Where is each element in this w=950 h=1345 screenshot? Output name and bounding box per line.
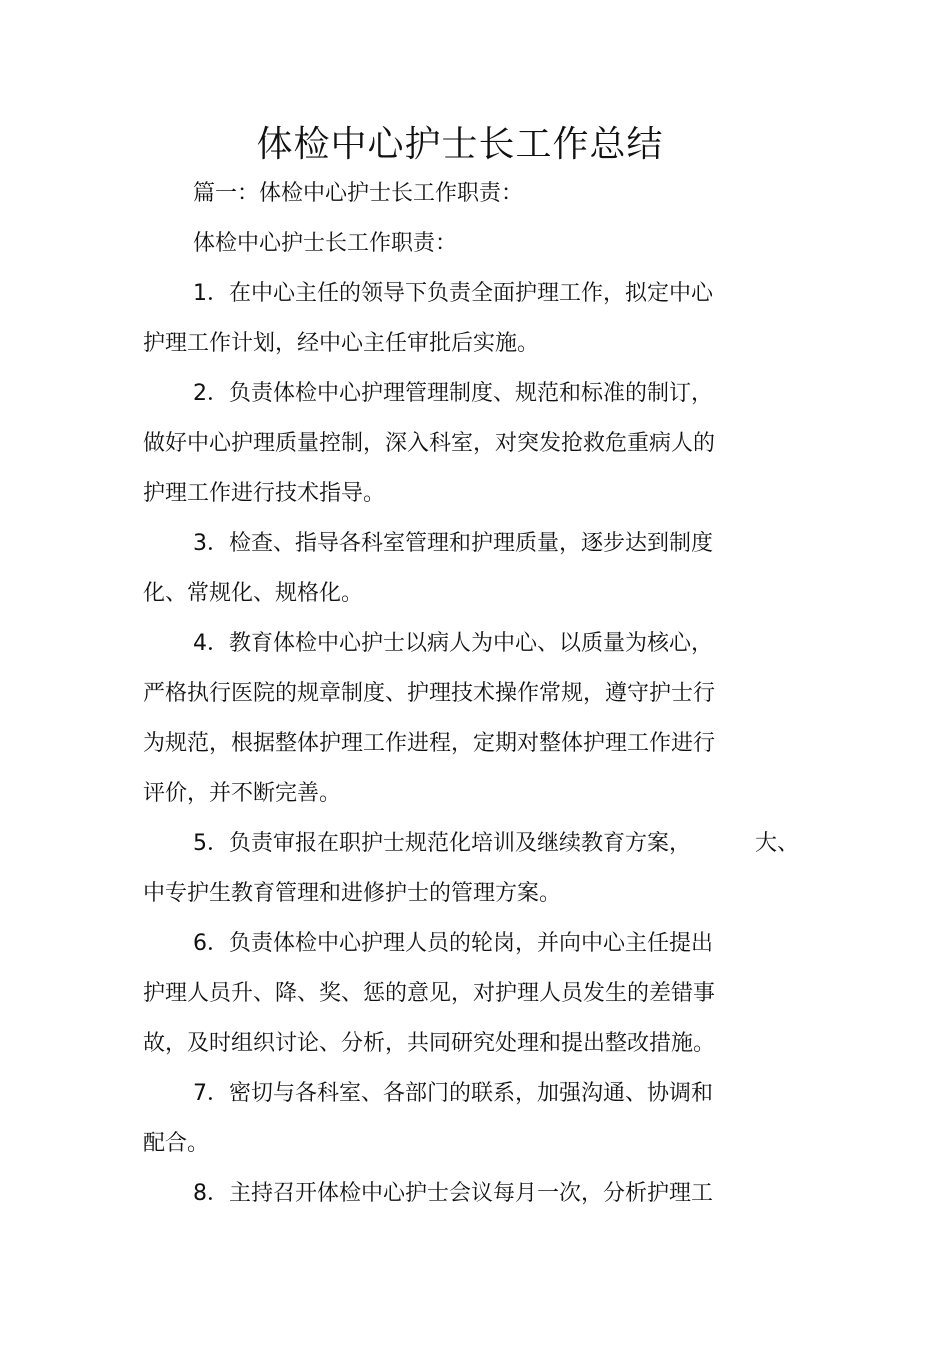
paragraph-line: 7．密切与各科室、各部门的联系，加强沟通、协调和 [193,1081,713,1106]
paragraph-line: 2．负责体检中心护理管理制度、规范和标准的制订， [193,381,713,406]
paragraph-line: 化、常规化、规格化。 [143,581,364,606]
document-title: 体检中心护士长工作总结 [256,124,664,165]
paragraph-line: 6．负责体检中心护理人员的轮岗，并向中心主任提出 [193,931,713,956]
paragraph-line: 做好中心护理质量控制，深入科室，对突发抢救危重病人的 [143,431,716,456]
paragraph-line: 4．教育体检中心护士以病人为中心、以质量为核心， [193,631,713,656]
paragraph-line: 5．负责审报在职护士规范化培训及继续教育方案， [193,831,691,856]
paragraph-line: 8．主持召开体检中心护士会议每月一次，分析护理工 [193,1181,713,1206]
paragraph-line: 评价，并不断完善。 [143,781,342,806]
paragraph-line: 护理工作进行技术指导。 [143,481,386,506]
paragraph-line: 配合。 [143,1131,210,1156]
paragraph-line-tail: 大、 [755,831,800,856]
paragraph-line: 为规范，根据整体护理工作进程，定期对整体护理工作进行 [143,731,716,756]
paragraph-line: 严格执行医院的规章制度、护理技术操作常规，遵守护士行 [143,681,716,706]
paragraph-line: 护理人员升、降、奖、惩的意见，对护理人员发生的差错事 [143,981,716,1006]
paragraph-line: 篇一：体检中心护士长工作职责： [193,181,524,206]
paragraph-line: 体检中心护士长工作职责： [193,231,458,256]
paragraph-line: 故，及时组织讨论、分析，共同研究处理和提出整改措施。 [143,1031,716,1056]
paragraph-line: 护理工作计划，经中心主任审批后实施。 [143,331,540,356]
paragraph-line: 中专护生教育管理和进修护士的管理方案。 [143,881,562,906]
paragraph-line: 3．检查、指导各科室管理和护理质量，逐步达到制度 [193,531,713,556]
paragraph-line: 1．在中心主任的领导下负责全面护理工作，拟定中心 [193,281,713,306]
